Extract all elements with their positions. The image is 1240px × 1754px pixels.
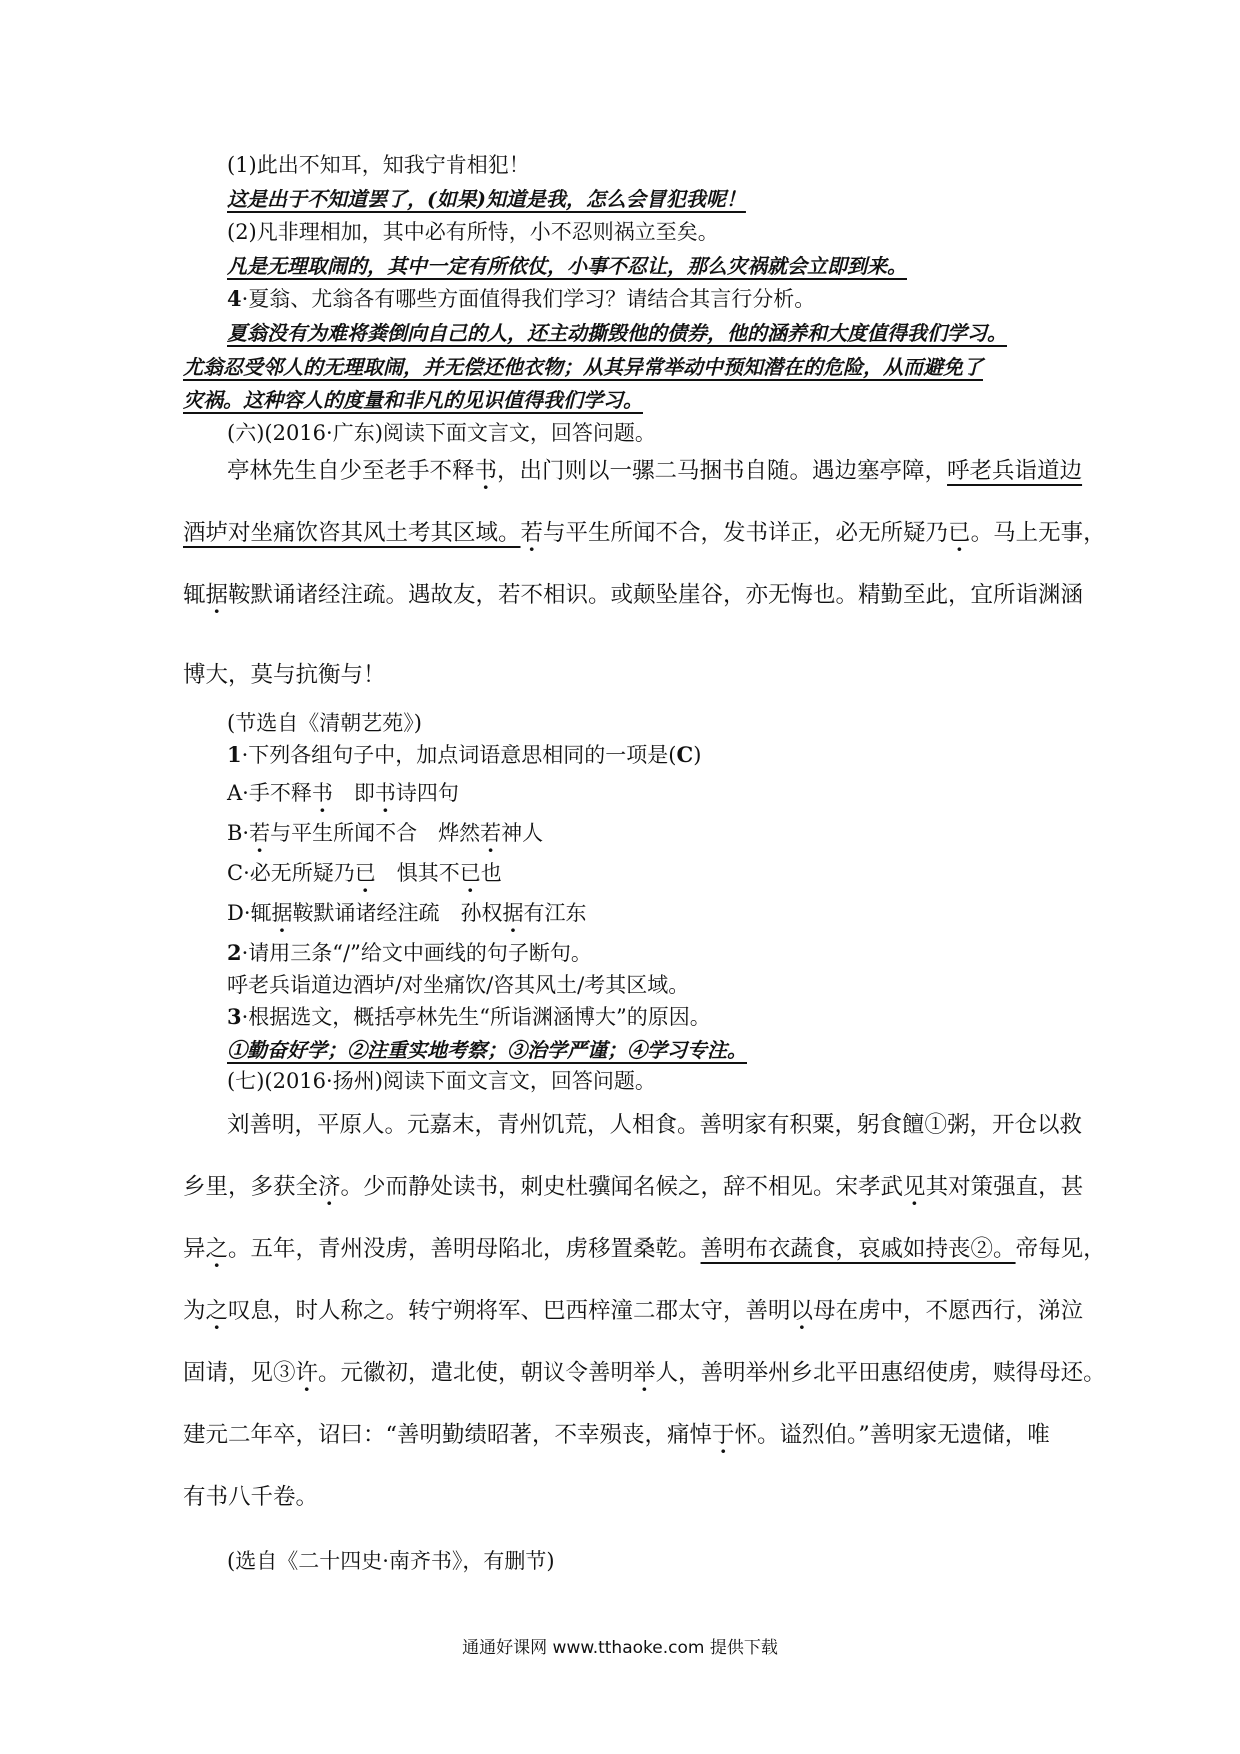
question-4-line	[227, 284, 815, 314]
option-text: A·手不释	[227, 781, 312, 805]
passage-7-line-3	[183, 1234, 1106, 1264]
question-text: )	[693, 743, 702, 767]
dotted-char: 书	[474, 458, 498, 484]
answer-2-line: 呼老兵诣道边酒垆/对坐痛饮/咨其风土/考其区域。	[227, 973, 690, 997]
dotted-char: 见	[903, 1174, 926, 1200]
dotted-char: 以	[790, 1298, 814, 1324]
option-text: 与平生所闻不合 烨然	[270, 821, 481, 845]
passage-7-line-7: 有书八千卷。	[183, 1484, 319, 1510]
passage-text: 。马上无事，	[970, 520, 1106, 546]
answer-2-line: 凡是无理取闹的，其中一定有所依仗，小事不忍让，那么灾祸就会立即到来。	[227, 254, 907, 278]
passage-6-line-1	[227, 456, 1082, 486]
dotted-char: 据	[271, 901, 293, 925]
passage-text: 。元徽初，遣北使，朝议令善明	[318, 1360, 634, 1386]
option-text: C·必无所疑乃	[227, 861, 355, 885]
passage-6-line-2	[183, 518, 1106, 548]
passage-text: ，出门则以一骡二马捆书自随。遇边塞亭障，	[497, 458, 948, 484]
dotted-char: 若	[480, 821, 502, 845]
answer-4-line-2: 尤翁忍受邻人的无理取闹，并无偿还他衣物；从其异常举动中预知潜在的危险，从而避免了	[183, 355, 983, 379]
dotted-char: 据	[502, 901, 524, 925]
question-3-line	[227, 1002, 711, 1032]
option-b	[227, 818, 543, 848]
option-text: 鞍默诵诸经注疏 孙权	[292, 901, 503, 925]
passage-text: 建元二年卒，诏曰：“善明勤绩昭著，不幸殒丧，痛悼	[183, 1422, 713, 1448]
passage-text: 异	[183, 1236, 206, 1262]
option-text: 有江东	[523, 901, 587, 925]
dotted-char: 据	[205, 582, 229, 608]
option-d	[227, 898, 587, 928]
dotted-char: 书	[311, 781, 333, 805]
option-text: 诗四句	[395, 781, 459, 805]
question-text: ·请用三条“/”给文中画线的句子断句。	[241, 941, 592, 965]
section-6-heading: (六)(2016·广东)阅读下面文言文，回答问题。	[227, 421, 656, 445]
option-text: 神人	[501, 821, 544, 845]
question-text: ·根据选文，概括亭林先生“所诣渊涵博大”的原因。	[241, 1005, 711, 1029]
passage-text: 叹息，时人称之。转宁朔将军、巴西梓潼二郡太守，善明	[228, 1298, 791, 1324]
answer-4-line-3: 灾祸。这种容人的度量和非凡的见识值得我们学习。	[183, 388, 643, 412]
passage-text: 与平生所闻不合，发书详正，必无所疑乃	[543, 520, 949, 546]
passage-text: 帝每见，	[1015, 1236, 1106, 1262]
passage-text: 。少而静处读书，刺史杜骥闻名候之，辞不相见。宋孝武	[340, 1174, 904, 1200]
page-footer: 通通好课网 www.tthaoke.com 提供下载	[462, 1638, 778, 1658]
question-2-line: (2)凡非理相加，其中必有所恃，小不忍则祸立至矣。	[227, 220, 719, 244]
option-text: 惧其不	[375, 861, 460, 885]
dotted-char: 之	[205, 1236, 229, 1262]
question-text: ·下列各组句子中，加点词语意思相同的一项是(	[241, 743, 677, 767]
dotted-char: 书	[374, 781, 396, 805]
question-number: 1	[227, 742, 242, 767]
passage-text: 鞍默诵诸经注疏。遇故友，若不相识。或颠坠崖谷，亦无悔也。精勤至此，宜所诣渊涵	[228, 582, 1084, 608]
answer-3-line: ①勤奋好学；②注重实地考察；③治学严谨；④学习专注。	[227, 1038, 747, 1062]
passage-6-line-4: 博大，莫与抗衡与！	[183, 662, 386, 688]
question-text: ·夏翁、尤翁各有哪些方面值得我们学习？请结合其言行分析。	[241, 287, 816, 311]
option-c	[227, 858, 502, 888]
passage-text: 固请，见③	[183, 1360, 296, 1386]
option-text: 即	[332, 781, 375, 805]
question-number: 3	[227, 1004, 242, 1029]
dotted-char: 济	[318, 1174, 341, 1200]
question-1-line: (1)此出不知耳，知我宁肯相犯！	[227, 153, 530, 177]
passage-text: 亭林先生自少至老手不释	[227, 458, 475, 484]
passage-7-line-6	[183, 1420, 1050, 1450]
passage-text: 为	[183, 1298, 206, 1324]
passage-text: 怀。谥烈伯。”善明家无遗储，唯	[734, 1422, 1050, 1448]
source-citation: (选自《二十四史·南齐书》，有删节)	[227, 1549, 555, 1573]
underlined-sentence: 酒垆对坐痛饮咨其风土考其区域。	[183, 520, 521, 546]
dotted-char: 之	[205, 1298, 229, 1324]
option-a	[227, 778, 459, 808]
question-1-line	[227, 740, 701, 770]
passage-7-line-1: 刘善明，平原人。元嘉末，青州饥荒，人相食。善明家有积粟，躬食饘①粥，开仓以救	[227, 1112, 1083, 1138]
answer-1-line: 这是出于不知道罢了，(如果)知道是我，怎么会冒犯我呢！	[227, 187, 746, 211]
dotted-char: 若	[249, 821, 271, 845]
option-text: D·辄	[227, 901, 272, 925]
option-text: 也	[480, 861, 502, 885]
dotted-char: 已	[459, 861, 481, 885]
dotted-char: 于	[712, 1422, 735, 1448]
question-number: 2	[227, 940, 242, 965]
passage-text: 乡里，多获全	[183, 1174, 319, 1200]
question-number: 4	[227, 286, 242, 311]
answer-4-line-1: 夏翁没有为难将粪倒向自己的人，还主动撕毁他的债券，他的涵养和大度值得我们学习。	[227, 321, 1007, 345]
underlined-sentence: 呼老兵诣道边	[947, 458, 1083, 484]
dotted-char: 若	[520, 520, 544, 546]
passage-7-line-5	[183, 1358, 1106, 1388]
dotted-char: 已	[354, 861, 376, 885]
passage-text: 人，善明举州乡北平田惠绍使虏，赎得母还。	[655, 1360, 1106, 1386]
answer-choice: C	[676, 742, 694, 767]
question-2-line	[227, 938, 592, 968]
passage-7-line-2	[183, 1172, 1083, 1202]
passage-text: 母在虏中，不愿西行，涕泣	[813, 1298, 1084, 1324]
section-7-heading: (七)(2016·扬州)阅读下面文言文，回答问题。	[227, 1069, 656, 1093]
source-citation: (节选自《清朝艺苑》)	[227, 711, 422, 735]
passage-text: 其对策强直，甚	[925, 1174, 1084, 1200]
dotted-char: 举	[633, 1360, 656, 1386]
passage-7-line-4	[183, 1296, 1083, 1326]
dotted-char: 许	[295, 1360, 319, 1386]
option-text: B·	[227, 821, 250, 845]
passage-text: 辄	[183, 582, 206, 608]
dotted-char: 已	[948, 520, 971, 546]
passage-text: 。五年，青州没虏，善明母陷北，虏移置桑乾。	[228, 1236, 701, 1262]
underlined-sentence: 善明布衣蔬食，哀戚如持丧②。	[700, 1236, 1016, 1262]
passage-6-line-3	[183, 580, 1083, 610]
